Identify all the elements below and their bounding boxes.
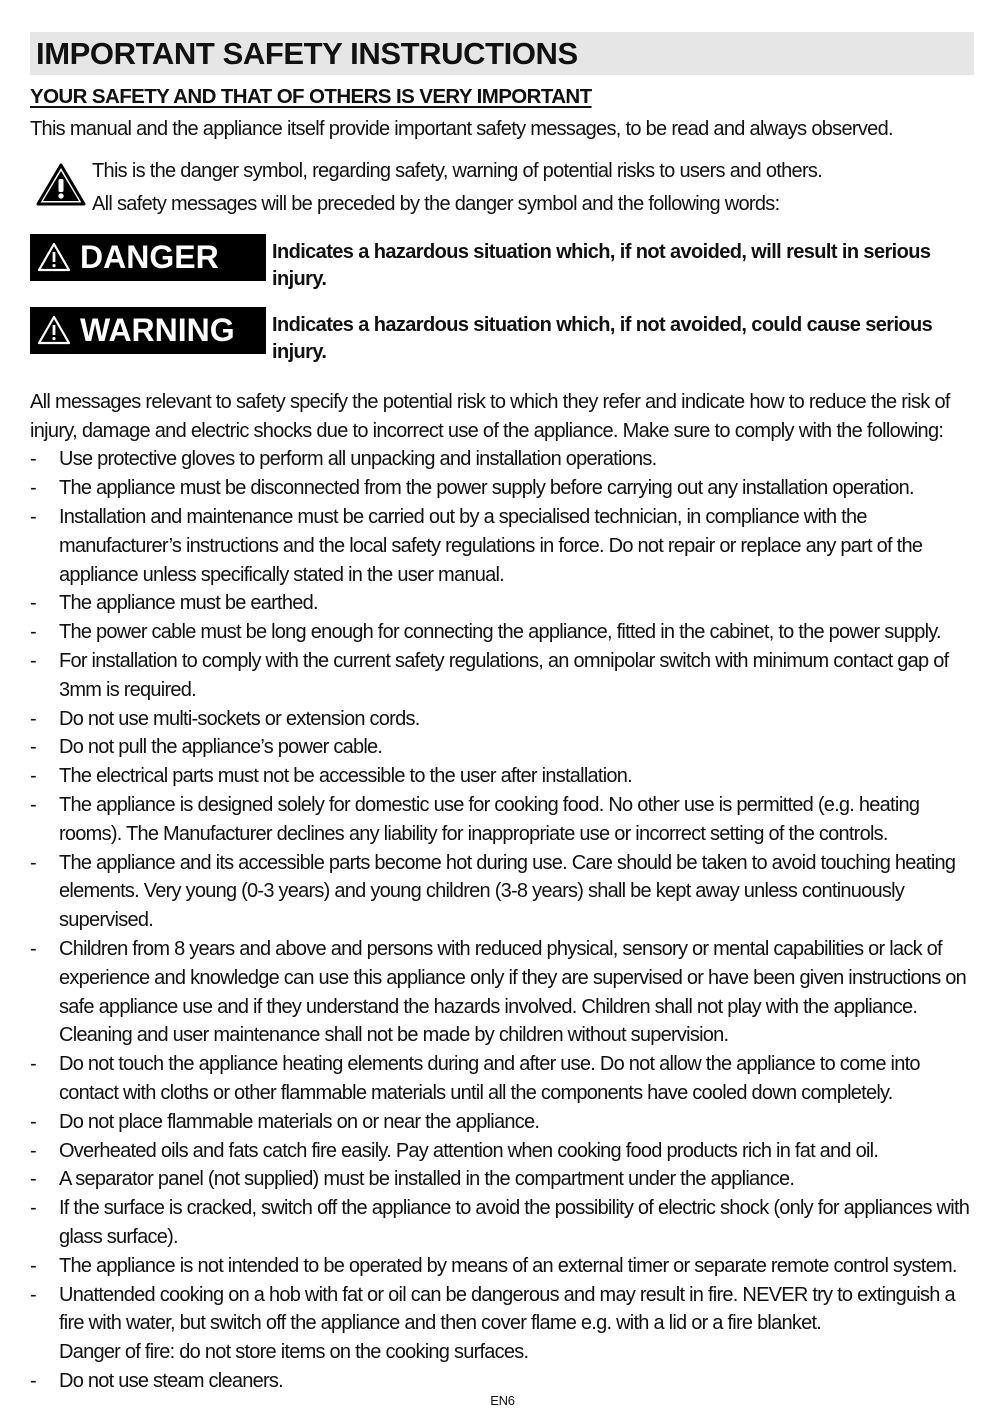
list-item: - Unattended cooking on a hob with fat or oil can be dangerous and may result in fire. NEVER try to extinguish a fire with water, but switch off the appliance and then cover flame e.g. with a lid or a fire blanket. Danger of fire: do not store items on the cooking surfaces. (30, 1281, 974, 1367)
safety-list (30, 445, 974, 1395)
list-item: - The appliance and its accessible parts become hot during use. Care should be taken to avoid touching heating elements. Very young (0-3 years) and young children (3-8 years) shall be kept away unless continuously supervised. (30, 851, 956, 932)
list-item: - The appliance must be earthed. (30, 592, 318, 615)
danger-label: DANGER (80, 238, 219, 275)
list-item: - A separator panel (not supplied) must be installed in the compartment under the appliance. (30, 1168, 795, 1191)
list-item: - The appliance is not intended to be operated by means of an external timer or separate remote control system. (30, 1254, 957, 1277)
list-item: - The appliance must be disconnected from the power supply before carrying out any installation operation. (30, 477, 914, 500)
list-item: - The power cable must be long enough for connecting the appliance, fitted in the cabinet, to the power supply. (30, 621, 941, 644)
list-item: - The appliance is designed solely for domestic use for cooking food. No other use is permitted (e.g. heating rooms). The Manufacturer declines any liability for inappropriate use or incorrect setting of the controls. (30, 793, 920, 845)
list-item: - Do not pull the appliance’s power cable. (30, 736, 383, 759)
list-item: - Overheated oils and fats catch fire easily. Pay attention when cooking food products rich in fat and oil. (30, 1139, 879, 1162)
danger-description: Indicates a hazardous situation which, if not avoided, will result in serious injury. (272, 240, 931, 290)
warning-triangle-icon (36, 241, 72, 273)
intro-text: This manual and the appliance itself provide important safety messages, to be read and always observed. (30, 118, 893, 140)
warning-description: Indicates a hazardous situation which, if not avoided, could cause serious injury. (272, 313, 933, 363)
list-item-extra-line: Danger of fire: do not store items on the cooking surfaces. (59, 1341, 529, 1364)
list-item: - Installation and maintenance must be carried out by a specialised technician, in compliance with the manufacturer’s instructions and the local safety regulations in force. Do not repair or replace any part of the appliance unless specifically stated in the user manual. (30, 505, 923, 586)
list-item: - Do not touch the appliance heating elements during and after use. Do not allow the appliance to come into contact with cloths or other flammable materials until all the components have cooled down completely. (30, 1053, 920, 1104)
symbol-line-1: This is the danger symbol, regarding safety, warning of potential risks to users and others. (92, 159, 823, 182)
list-item: - Do not use steam cleaners. (30, 1369, 283, 1392)
warning-signal-row (30, 312, 974, 366)
list-item: - Do not place flammable materials on or near the appliance. (30, 1110, 540, 1133)
list-item: - Children from 8 years and above and persons with reduced physical, sensory or mental capabilities or lack of experience and knowledge can use this appliance only if they are supervised or have been given instructions on safe appliance use and if they understand the hazards involved. Children shall not play with the appliance. Cleaning and user maintenance shall not be made by children without supervision. (30, 937, 967, 1047)
danger-label-box (30, 234, 266, 281)
danger-symbol-explanation (30, 155, 974, 221)
page-number: EN6 (490, 1393, 515, 1408)
warning-label: WARNING (80, 311, 235, 348)
list-item: - For installation to comply with the current safety regulations, an omnipolar switch with minimum contact gap of 3mm is required. (30, 649, 949, 701)
page-title: IMPORTANT SAFETY INSTRUCTIONS (36, 35, 578, 71)
warning-triangle-icon (36, 314, 72, 346)
warning-label-box (30, 307, 266, 354)
section-subheading: YOUR SAFETY AND THAT OF OTHERS IS VERY IMPORTANT (30, 85, 592, 108)
safety-paragraph: All messages relevant to safety specify the potential risk to which they refer and indicate how to reduce the risk of injury, damage and electric shocks due to incorrect use of the appliance. Make sure to comply with the following: (30, 390, 950, 442)
list-item: - Do not use multi-sockets or extension cords. (30, 707, 420, 730)
list-item: - The electrical parts must not be accessible to the user after installation. (30, 765, 632, 788)
list-item: - Use protective gloves to perform all unpacking and installation operations. (30, 448, 657, 471)
list-item: - If the surface is cracked, switch off the appliance to avoid the possibility of electric shock (only for appliances with glass surface). (30, 1197, 970, 1248)
danger-triangle-icon (36, 163, 86, 207)
symbol-line-2: All safety messages will be preceded by the danger symbol and the following words: (92, 192, 780, 215)
danger-signal-row (30, 239, 974, 293)
title-bar (30, 32, 974, 75)
safety-page (30, 32, 974, 1396)
